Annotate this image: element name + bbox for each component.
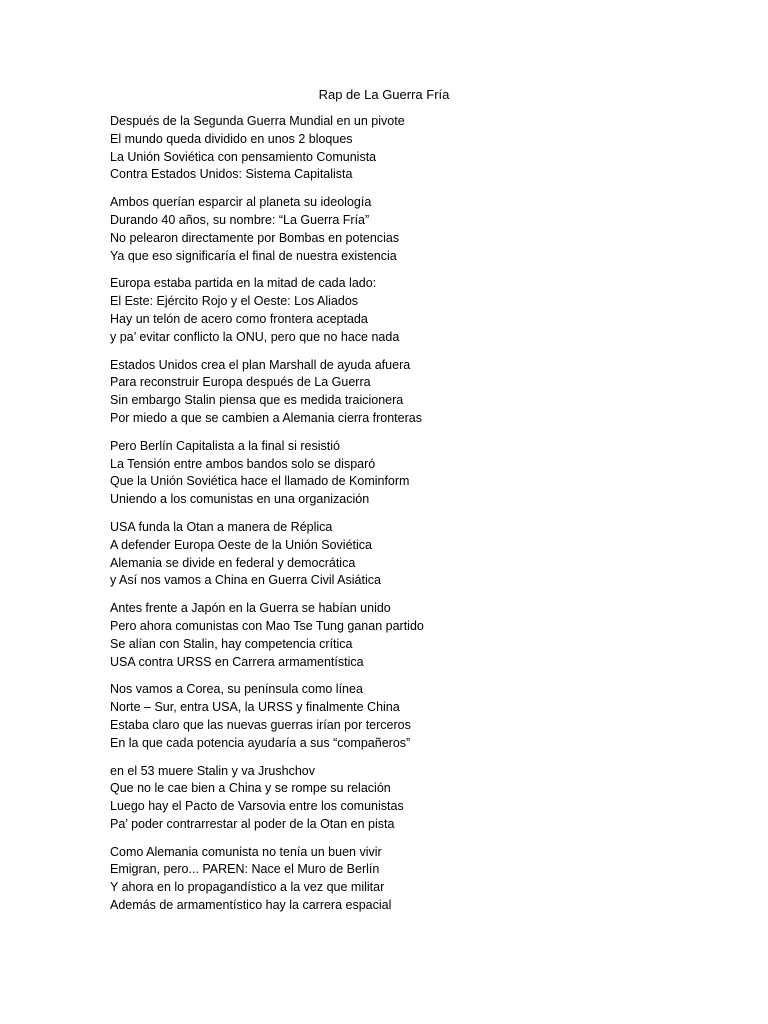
lyric-line: Estaba claro que las nuevas guerras irían por terceros <box>110 717 411 732</box>
lyric-line: y Así nos vamos a China en Guerra Civil Asiática <box>110 573 381 588</box>
lyrics-body <box>110 113 750 925</box>
lyric-line: Contra Estados Unidos: Sistema Capitalista <box>110 167 353 182</box>
lyric-line: Uniendo a los comunistas en una organización <box>110 492 370 507</box>
lyric-line: Ambos querían esparcir al planeta su ideología <box>110 195 372 210</box>
lyric-line: Estados Unidos crea el plan Marshall de ayuda afuera <box>110 357 411 372</box>
lyric-line: Pero Berlín Capitalista a la final si resistió <box>110 438 340 453</box>
stanza <box>110 600 750 671</box>
lyric-line: Durando 40 años, su nombre: “La Guerra Fría” <box>110 212 370 227</box>
lyric-line: El Este: Ejército Rojo y el Oeste: Los Aliados <box>110 294 359 309</box>
lyric-line: Alemania se divide en federal y democrática <box>110 555 356 570</box>
stanza <box>110 194 750 265</box>
lyric-line: Por miedo a que se cambien a Alemania cierra fronteras <box>110 410 422 425</box>
lyric-line: La Tensión entre ambos bandos solo se disparó <box>110 456 376 471</box>
lyric-line: USA funda la Otan a manera de Réplica <box>110 519 333 534</box>
lyric-line: Ya que eso significaría el final de nuestra existencia <box>110 248 397 263</box>
document-title: Rap de La Guerra Fría <box>318 87 450 102</box>
lyric-line: Luego hay el Pacto de Varsovia entre los comunistas <box>110 799 404 814</box>
lyric-line: Además de armamentístico hay la carrera espacial <box>110 898 392 913</box>
lyric-line: El mundo queda dividido en unos 2 bloques <box>110 131 353 146</box>
lyric-line: Sin embargo Stalin piensa que es medida traicionera <box>110 393 404 408</box>
lyric-line: No pelearon directamente por Bombas en potencias <box>110 230 400 245</box>
lyric-line: en el 53 muere Stalin y va Jrushchov <box>110 763 315 778</box>
lyric-line: Que la Unión Soviética hace el llamado de Kominform <box>110 474 410 489</box>
lyric-line: USA contra URSS en Carrera armamentística <box>110 654 364 669</box>
stanza <box>110 519 750 590</box>
stanza <box>110 763 750 834</box>
lyric-line: Norte – Sur, entra USA, la URSS y finalmente China <box>110 700 400 715</box>
lyric-line: Emigran, pero... PAREN: Nace el Muro de Berlín <box>110 862 380 877</box>
stanza <box>110 681 750 752</box>
lyric-line: Nos vamos a Corea, su península como línea <box>110 682 363 697</box>
lyric-line: Que no le cae bien a China y se rompe su relación <box>110 781 391 796</box>
lyric-line: Como Alemania comunista no tenía un buen vivir <box>110 844 382 859</box>
lyric-line: Y ahora en lo propagandístico a la vez que militar <box>110 880 385 895</box>
lyric-line: Europa estaba partida en la mitad de cada lado: <box>110 276 377 291</box>
lyric-line: A defender Europa Oeste de la Unión Soviética <box>110 537 372 552</box>
lyric-line: y pa’ evitar conflicto la ONU, pero que no hace nada <box>110 329 400 344</box>
lyric-line: Pero ahora comunistas con Mao Tse Tung ganan partido <box>110 618 424 633</box>
lyric-line: En la que cada potencia ayudaría a sus “compañeros” <box>110 735 411 750</box>
lyric-line: La Unión Soviética con pensamiento Comunista <box>110 149 377 164</box>
stanza <box>110 275 750 346</box>
stanza <box>110 844 750 915</box>
lyric-line: Hay un telón de acero como frontera aceptada <box>110 311 368 326</box>
lyric-line: Antes frente a Japón en la Guerra se habían unido <box>110 601 391 616</box>
stanza <box>110 113 750 184</box>
lyric-line: Se alían con Stalin, hay competencia crítica <box>110 636 353 651</box>
stanza <box>110 357 750 428</box>
lyric-line: Pa’ poder contrarrestar al poder de la Otan en pista <box>110 816 395 831</box>
lyric-line: Después de la Segunda Guerra Mundial en un pivote <box>110 114 405 128</box>
lyric-line: Para reconstruir Europa después de La Guerra <box>110 375 371 390</box>
stanza <box>110 438 750 509</box>
